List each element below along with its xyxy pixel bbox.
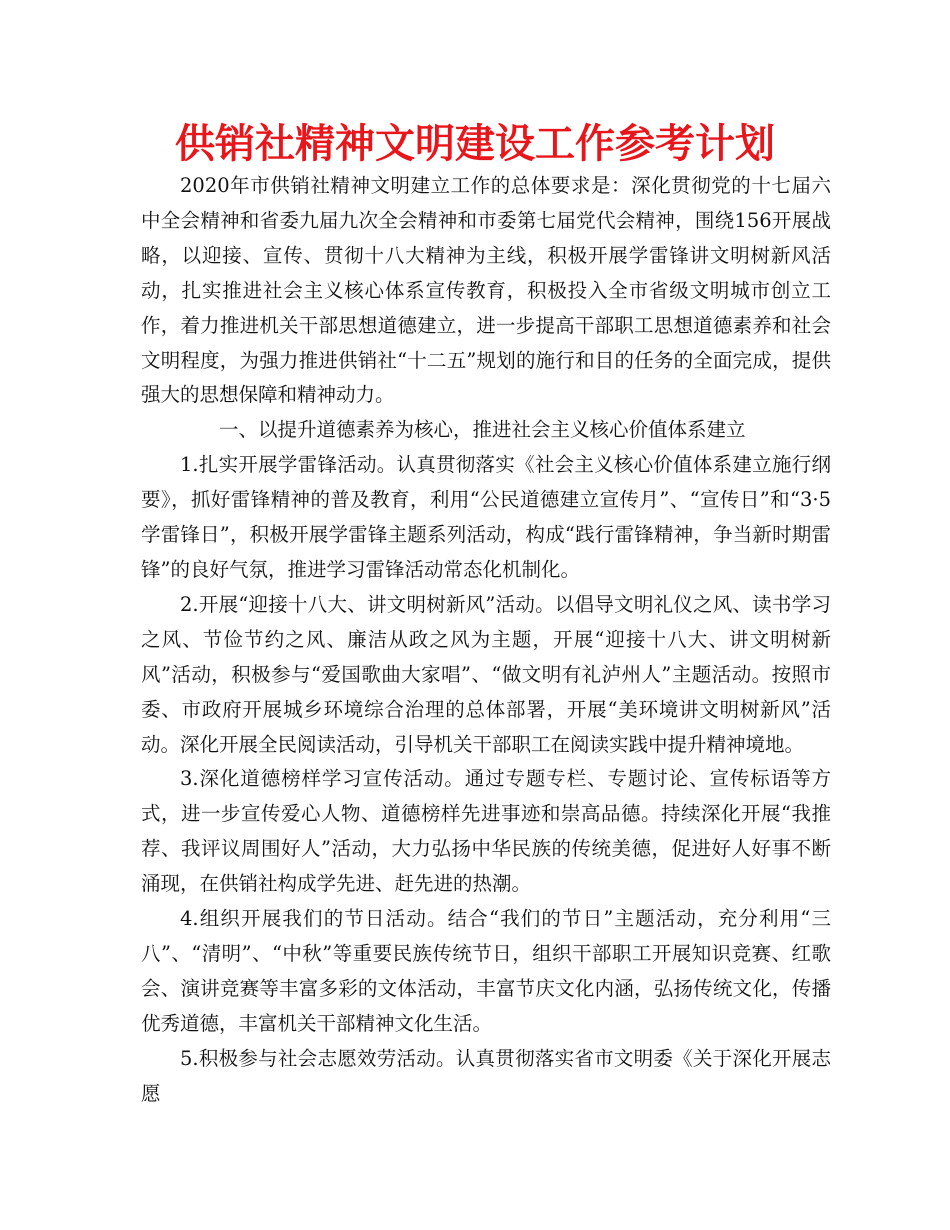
paragraph-item-1: 1.扎实开展学雷锋活动。认真贯彻落实《社会主义核心价值体系建立施行纲要》，抓好雷锋精神的普及教育，利用“公民道德建立宣传月”、“宣传日”和“3·5学雷锋日”，积极开展学雷锋主题系列活动，构成“践行雷锋精神，争当新时期雷锋”的良好气氛，推进学习雷锋活动常态化机制化。	[141, 453, 831, 581]
paragraph-item-5: 5.积极参与社会志愿效劳活动。认真贯彻落实省市文明委《关于深化开展志愿	[141, 1046, 831, 1105]
paragraph-item-4: 4.组织开展我们的节日活动。结合“我们的节日”主题活动，充分利用“三八”、“清明”、“中秋”等重要民族传统节日，组织干部职工开展知识竞赛、红歌会、演讲竞赛等丰富多彩的文体活动，丰富节庆文化内涵，弘扬传统文化，传播优秀道德，丰富机关干部精神文化生活。	[141, 907, 831, 1035]
document-title: 供销社精神文明建设工作参考计划	[175, 121, 775, 167]
paragraph-item-2: 2.开展“迎接十八大、讲文明树新风”活动。以倡导文明礼仪之风、读书学习之风、节俭节约之风、廉洁从政之风为主题，开展“迎接十八大、讲文明树新风”活动，积极参与“爱国歌曲大家唱”、“做文明有礼泸州人”主题活动。按照市委、市政府开展城乡环境综合治理的总体部署，开展“美环境讲文明树新风”活动。深化开展全民阅读活动，引导机关干部职工在阅读实践中提升精神境地。	[141, 592, 831, 756]
section-heading: 一、以提升道德素养为核心，推进社会主义核心价值体系建立	[219, 418, 746, 442]
paragraph-item-3: 3.深化道德榜样学习宣传活动。通过专题专栏、专题讨论、宣传标语等方式，进一步宣传爱心人物、道德榜样先进事迹和崇高品德。持续深化开展“我推荐、我评议周围好人”活动，大力弘扬中华民族的传统美德，促进好人好事不断涌现，在供销社构成学先进、赶先进的热潮。	[141, 767, 831, 896]
document-body	[141, 169, 831, 1111]
intro-paragraph: 2020年市供销社精神文明建立工作的总体要求是：深化贯彻党的十七届六中全会精神和省委九届九次全会精神和市委第七届党代会精神，围绕156开展战略，以迎接、宣传、贯彻十八大精神为主线，积极开展学雷锋讲文明树新风活动，扎实推进社会主义核心体系宣传教育，积极投入全市省级文明城市创立工作，着力推进机关干部思想道德建立，进一步提高干部职工思想道德素养和社会文明程度，为强力推进供销社“十二五”规划的施行和目的任务的全面完成，提供强大的思想保障和精神动力。	[141, 174, 831, 407]
